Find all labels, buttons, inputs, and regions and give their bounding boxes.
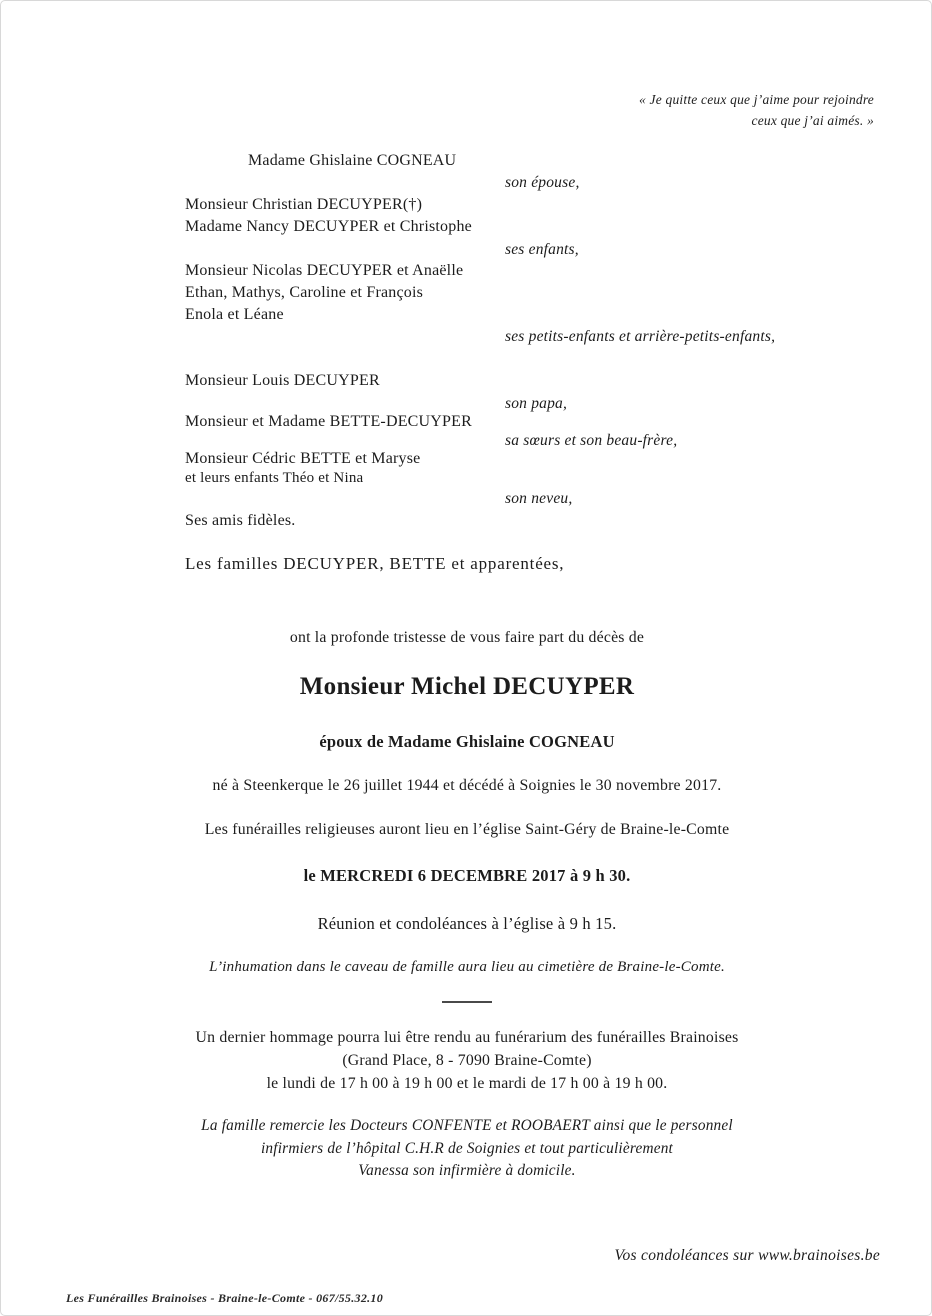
family-member-line: Madame Nancy DECUYPER et Christophe (185, 218, 472, 235)
epigraph-quote (639, 89, 874, 131)
tribute-line3: le lundi de 17 h 00 à 19 h 00 et le mardi de 17 h 00 à 19 h 00. (266, 1075, 668, 1092)
spouse-line: époux de Madame Ghislaine COGNEAU (319, 732, 615, 751)
families-line: Les familles DECUYPER, BETTE et apparentées, (185, 554, 565, 573)
family-member-line: et leurs enfants Théo et Nina (185, 470, 364, 486)
section-divider (442, 1001, 492, 1003)
family-member-line: Madame Ghislaine COGNEAU (248, 152, 457, 169)
ceremony-line: Les funérailles religieuses auront lieu en l’église Saint-Géry de Braine-le-Comte (204, 821, 730, 838)
thanks-block (1, 1115, 932, 1183)
thanks-line3: Vanessa son infirmière à domicile. (358, 1162, 576, 1179)
tribute-block (1, 1026, 932, 1095)
ceremony-date-line: le MERCREDI 6 DECEMBRE 2017 à 9 h 30. (303, 866, 631, 885)
thanks-line2: infirmiers de l’hôpital C.H.R de Soignies et tout particulièrement (260, 1139, 673, 1157)
relation-label: sa sœurs et son beau-frère, (505, 432, 678, 449)
tribute-line1: Un dernier hommage pourra lui être rendu au funérarium des funérailles Brainoises (195, 1029, 739, 1046)
epigraph-quote-line1: « Je quitte ceux que j’aime pour rejoindre (639, 92, 874, 107)
relation-label: son épouse, (505, 174, 580, 191)
family-member-line: Monsieur et Madame BETTE-DECUYPER (185, 413, 472, 430)
burial-line: L’inhumation dans le caveau de famille aura lieu au cimetière de Braine-le-Comte. (209, 959, 725, 975)
relation-label: ses enfants, (505, 241, 579, 258)
relation-label: son neveu, (505, 490, 573, 507)
family-member-line: Monsieur Cédric BETTE et Maryse (185, 450, 421, 467)
footer-funeral-home: Les Funérailles Brainoises - Braine-le-Comte - 067/55.32.10 (66, 1291, 384, 1305)
deceased-name: Monsieur Michel DECUYPER (299, 673, 635, 700)
family-member-line: Monsieur Christian DECUYPER(†) (185, 196, 423, 213)
relation-label: son papa, (505, 395, 568, 412)
family-member-line: Monsieur Louis DECUYPER (185, 372, 380, 389)
relation-label: ses petits-enfants et arrière-petits-enfants, (505, 328, 776, 345)
family-member-line: Enola et Léane (185, 306, 284, 323)
epigraph-quote-line2: ceux que j’ai aimés. » (751, 113, 874, 128)
birth-death-line: né à Steenkerque le 26 juillet 1944 et décédé à Soignies le 30 novembre 2017. (212, 777, 722, 794)
family-member-line: Ses amis fidèles. (185, 512, 296, 529)
thanks-line1: La famille remercie les Docteurs CONFENTE et ROOBAERT ainsi que le personnel (201, 1117, 733, 1134)
gathering-line: Réunion et condoléances à l’église à 9 h 15. (317, 914, 617, 933)
family-member-line: Ethan, Mathys, Caroline et François (185, 284, 424, 301)
family-member-line: Monsieur Nicolas DECUYPER et Anaëlle (185, 262, 464, 279)
condolences-note: Vos condoléances sur www.brainoises.be (614, 1247, 880, 1264)
announcement-intro: ont la profonde tristesse de vous faire part du décès de (289, 629, 645, 646)
tribute-line2: (Grand Place, 8 - 7090 Braine-Comte) (342, 1052, 592, 1069)
